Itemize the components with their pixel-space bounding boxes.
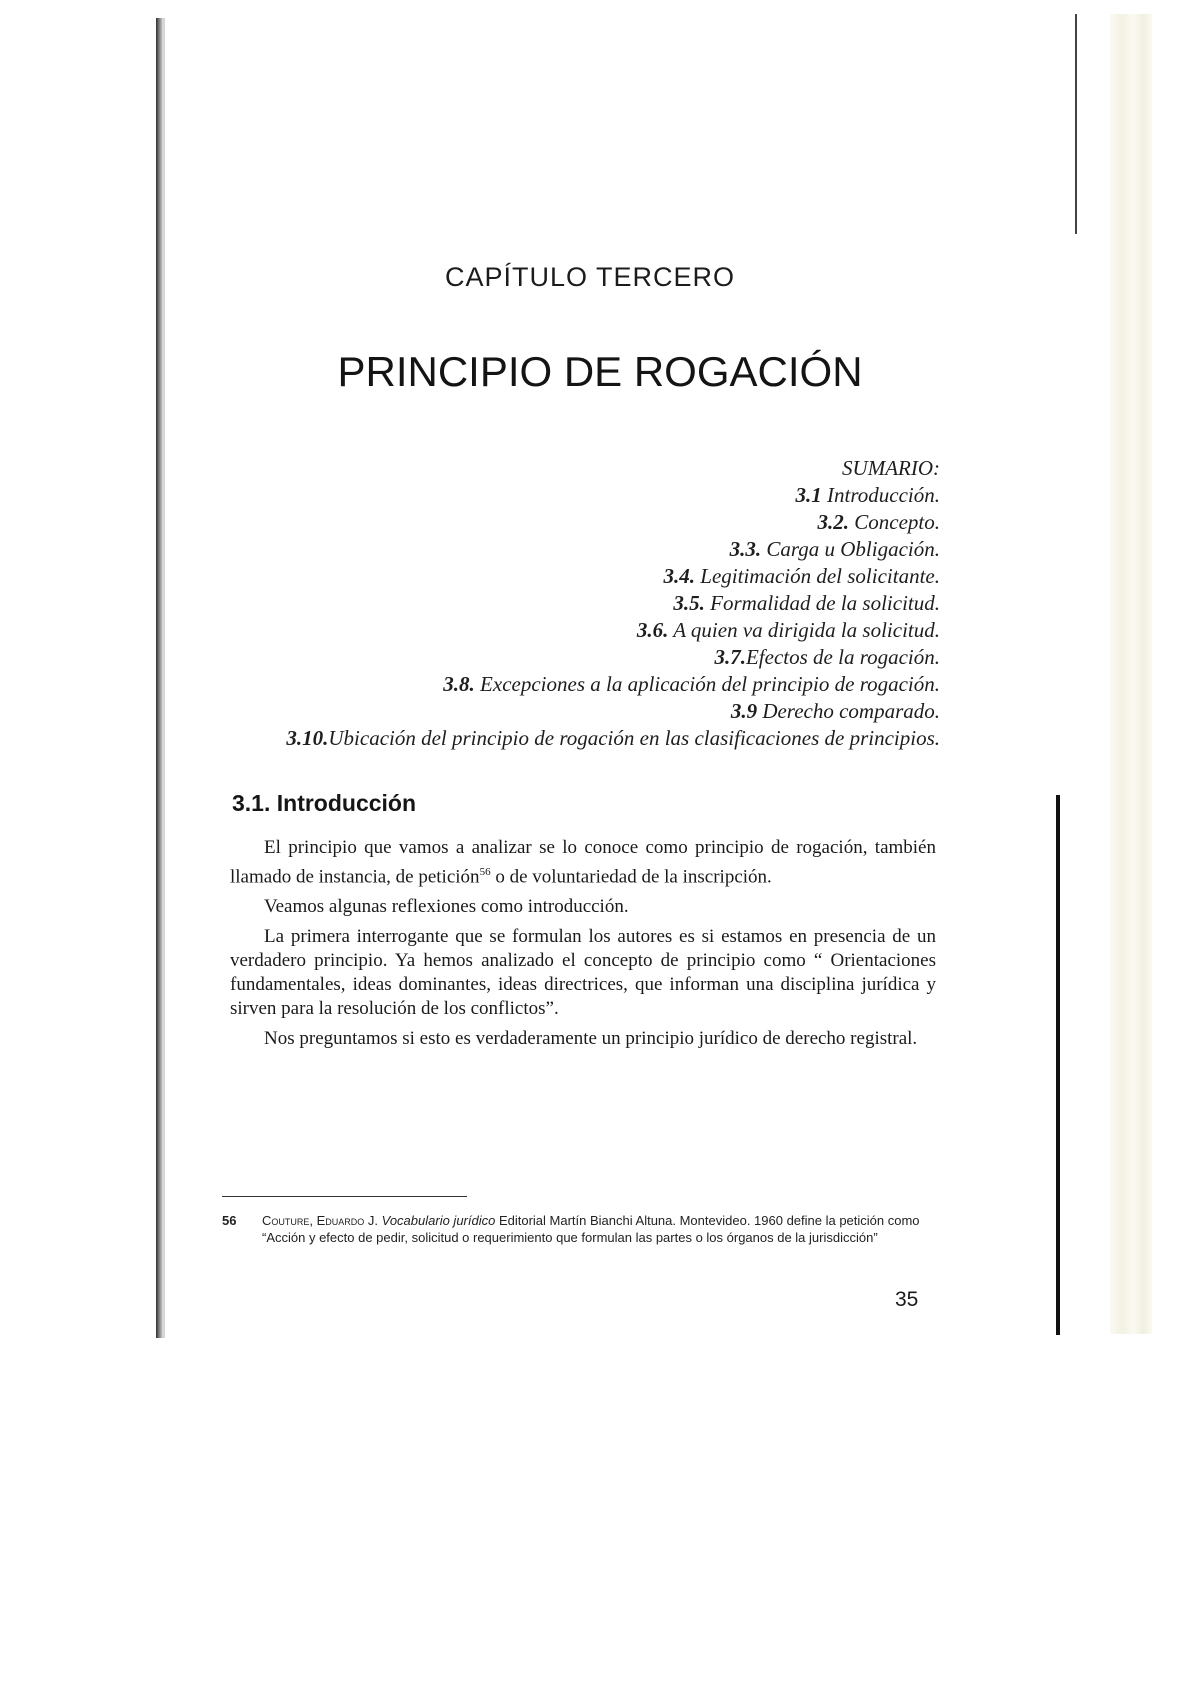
summary-item: 3.2. Concepto. <box>817 510 940 534</box>
body-text <box>230 836 936 1057</box>
section-heading: 3.1. Introducción <box>232 790 417 816</box>
paragraph: Nos preguntamos si esto es verdaderamente un principio jurídico de derecho registral. <box>264 1028 918 1050</box>
summary-item: 3.5. Formalidad de la solicitud. <box>673 591 940 615</box>
chapter-label: CAPÍTULO TERCERO <box>444 262 736 292</box>
page-binding-shadow <box>162 18 165 1338</box>
summary-item: 3.7.Efectos de la rogación. <box>714 645 940 669</box>
paragraph: El principio que vamos a analizar se lo conoce como principio de rogación, también llamado de instancia, de petición$^{56}$ o de voluntariedad de la inscripción. <box>230 837 936 888</box>
footnote <box>222 1212 937 1246</box>
paragraph: La primera interrogante que se formulan los autores es si estamos en presencia de un verdadero principio. Ya hemos analizado el concepto de principio como “ Orientaciones fundamentales, ideas dominantes, ideas directrices, que informan una disciplina jurídica y sirven para la resolución de los conflictos”. <box>230 926 936 1020</box>
summary-item: 3.10.Ubicación del principio de rogación en las clasificaciones de principios. <box>286 726 940 750</box>
summary-heading: SUMARIO: <box>842 456 940 480</box>
summary-item: 3.1 Introducción. <box>795 483 940 507</box>
summary-item: 3.4. Legitimación del solicitante. <box>663 564 940 588</box>
summary-item: 3.6. A quien va dirigida la solicitud. <box>636 618 940 642</box>
footnote-number: 56 <box>222 1213 237 1228</box>
summary-list <box>200 455 940 752</box>
summary-item: 3.3. Carga u Obligación. <box>729 537 940 561</box>
paragraph: Veamos algunas reflexiones como introducción. <box>264 896 629 918</box>
footnote-text: Couture, Eduardo J. Vocabulario jurídico Editorial Martín Bianchi Altuna. Montevideo. 1960 define la petición como “Acción y efecto de pedir, solicitud o requerimiento que formulan las partes o los órganos de la jurisdicción” <box>262 1213 920 1245</box>
page-number: 35 <box>895 1288 919 1311</box>
footnote-rule <box>222 1196 467 1197</box>
summary-item: 3.8. Excepciones a la aplicación del principio de rogación. <box>443 672 940 696</box>
summary-item: 3.9 Derecho comparado. <box>730 699 940 723</box>
chapter-title: PRINCIPIO DE ROGACIÓN <box>337 348 863 395</box>
page-right-edge-top <box>1075 14 1077 234</box>
page-edge-strip <box>1110 14 1152 1334</box>
page-right-edge-bottom <box>1056 795 1060 1335</box>
footnote-ref: 56 <box>479 866 491 878</box>
